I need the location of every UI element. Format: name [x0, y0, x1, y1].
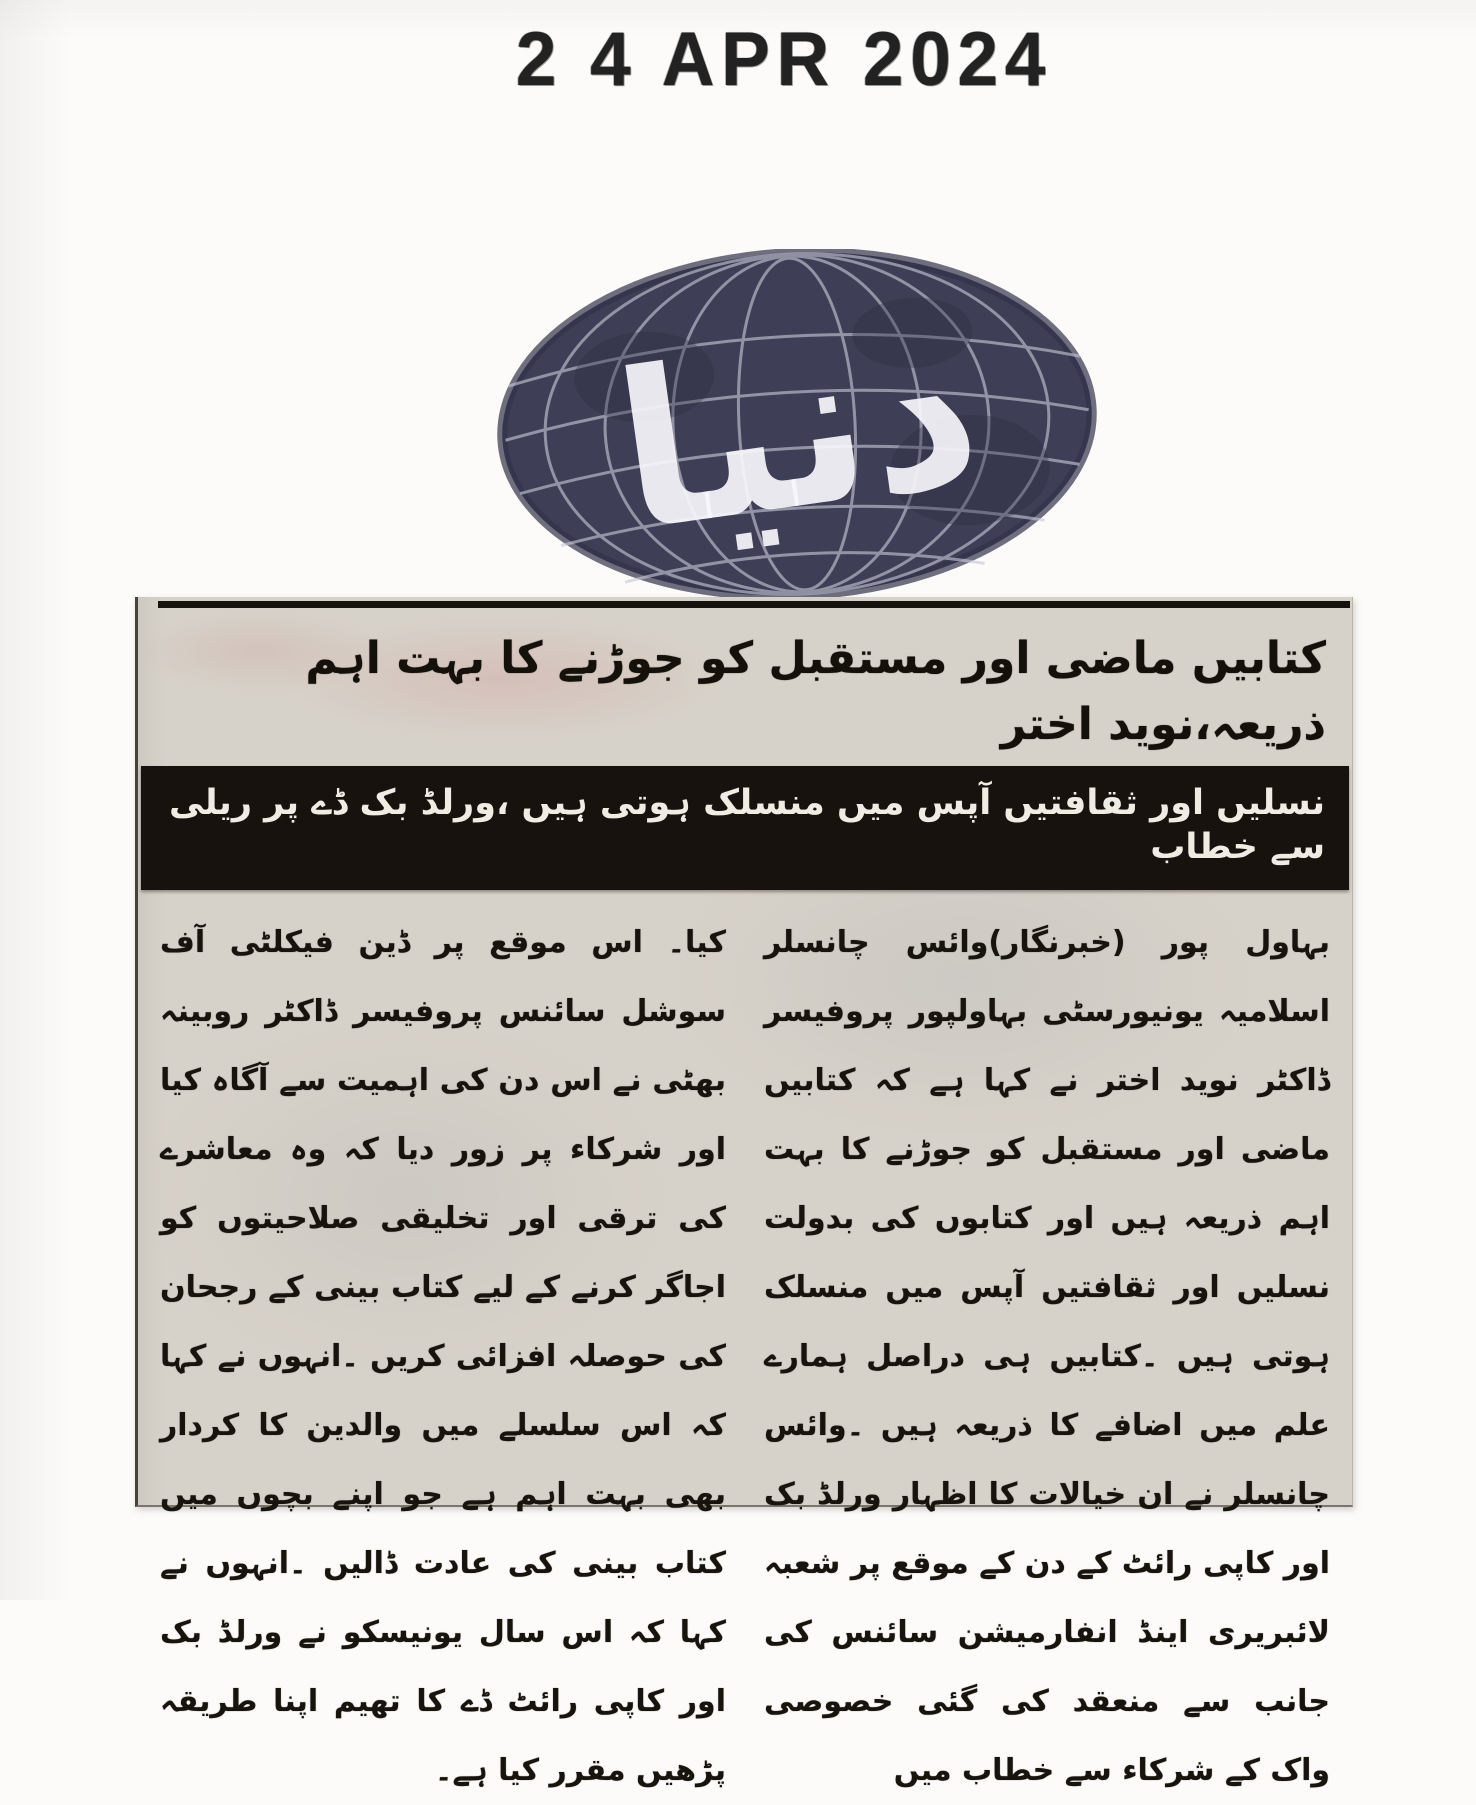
- body-column-left: کیا۔ اس موقع پر ڈین فیکلٹی آف سوشل سائنس پروفیسر ڈاکٹر روبینہ بھٹی نے اس دن کی اہمیت سے آگاہ کیا اور شرکاء پر زور دیا کہ وہ معاشرے کی ترقی اور تخلیقی صلاحیتوں کو اجاگر کرنے کے لیے کتاب بینی کے رجحان کی حوصلہ افزائی کریں ۔انہوں نے کہا کہ اس سلسلے میں والدین کا کردار بھی بہت اہم ہے جو اپنے بچوں میں کتاب بینی کی عادت ڈالیں ۔انہوں نے کہا کہ اس سال یونیسکو نے ورلڈ بک اور کاپی رائٹ ڈے کا تھیم اپنا طریقہ پڑھیں مقرر کیا ہے۔: [160, 924, 726, 1788]
- article-clipping: [135, 597, 1353, 1788]
- top-rule-divider: [158, 601, 1350, 608]
- logo-calligraphy: دنیا: [602, 281, 994, 580]
- newspaper-logo: [497, 249, 1097, 599]
- globe-logo-icon: [497, 249, 1097, 599]
- date-stamp: 2 4 APR 2024: [515, 17, 1053, 102]
- article-body: [138, 900, 1352, 1805]
- article-subheadline-banner: نسلیں اور ثقافتیں آپس میں منسلک ہوتی ہیں ،ورلڈ بک ڈے پر ریلی سے خطاب: [141, 766, 1349, 890]
- body-column-right: بہاول پور (خبرنگار)وائس چانسلر اسلامیہ یونیورسٹی بہاولپور پروفیسر ڈاکٹر نوید اختر نے کہا ہے کہ کتابیں ماضی اور مستقبل کو جوڑنے کا بہت اہم ذریعہ ہیں اور کتابوں کی بدولت نسلیں اور ثقافتیں آپس میں منسلک ہوتی ہیں ۔کتابیں ہی دراصل ہمارے علم میں اضافے کا ذریعہ ہیں ۔وائس چانسلر نے ان خیالات کا اظہار ورلڈ بک اور کاپی رائٹ کے دن کے موقع پر شعبہ لائبریری اینڈ انفارمیشن سائنس کی جانب سے منعقد کی گئی خصوصی واک کے شرکاء سے خطاب میں: [764, 924, 1330, 1788]
- article-headline: کتابیں ماضی اور مستقبل کو جوڑنے کا بہت اہم ذریعہ،نوید اختر: [305, 633, 1326, 750]
